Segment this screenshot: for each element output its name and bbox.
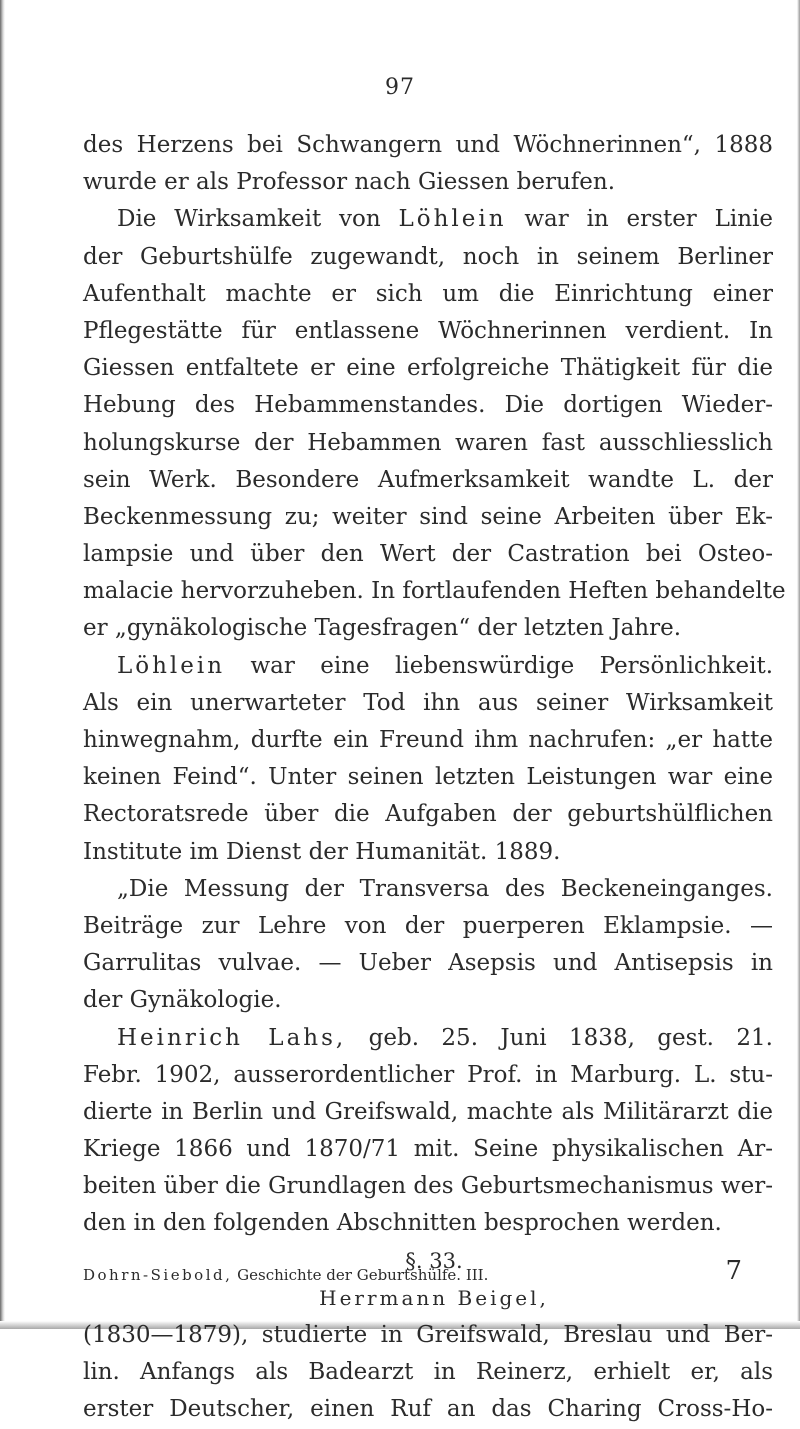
text-run: war eine liebenswürdige Persönlichkeit. [250,652,774,679]
text-line: lampsie und über den Wert der Castration bei Osteo- [83,541,773,568]
text-line: Kriege 1866 und 1870/71 mit. Seine physikalischen Ar- [83,1136,773,1163]
text-line: Garrulitas vulvae. — Ueber Asepsis und Antisepsis in [83,950,773,977]
text-line: Aufenthalt machte er sich um die Einrichtung einer [83,280,773,307]
text-line: Giessen entfaltete er eine erfolgreiche Thätigkeit für die [83,355,773,382]
text-line: malacie hervorzuheben. In fortlaufenden Heften behandelte [83,578,786,605]
person-name: Heinrich Lahs, [117,1024,347,1051]
text-line: wurde er als Professor nach Giessen berufen. [83,169,616,196]
page-edge-left [0,0,5,1329]
text-line: der Gynäkologie. [83,987,282,1014]
text-line: (1830—1879), studierte in Greifswald, Breslau und Ber- [83,1322,773,1348]
text-line: der Geburtshülfe zugewandt, noch in seinem Berliner [83,243,773,270]
text-line: Rectoratsrede über die Aufgaben der geburtshülflichen [83,801,773,828]
section-number: §. 33. [405,1248,463,1273]
text-line: sein Werk. Besondere Aufmerksamkeit wandte L. der [83,466,773,493]
text-line: er „gynäkologische Tagesfragen“ der letzten Jahre. [83,615,682,642]
text-line: den in den folgenden Abschnitten besprochen werden. [83,1210,722,1237]
text-line: Institute im Dienst der Humanität. 1889. [83,838,561,865]
text-line: keinen Feind“. Unter seinen letzten Leistungen war eine [83,764,773,791]
page-footer [83,1262,743,1288]
text-line: Febr. 1902, ausserordentlicher Prof. in Marburg. L. stu- [83,1061,773,1088]
footer-title: Geschichte der Geburtshülfe. III. [237,1266,489,1284]
page-number: 97 [385,75,415,100]
signature-mark: 7 [725,1256,742,1286]
footer-authors: Dohrn-Siebold, [83,1266,233,1284]
text-line: Hebung des Hebammenstandes. Die dortigen Wieder- [83,392,773,419]
text-line: „Die Messung der Transversa des Beckeneinganges. [117,875,773,902]
text-line: hinwegnahm, durfte ein Freund ihm nachrufen: „er hatte [83,727,773,753]
text-line: lin. Anfangs als Badearzt in Reinerz, erhielt er, als [83,1359,773,1386]
body-text [83,127,786,1429]
text-run: Die Wirksamkeit von [117,206,381,233]
section-heading: Herrmann Beigel, [319,1285,549,1310]
person-name: Löhlein [117,652,226,679]
text-line: holungskurse der Hebammen waren fast ausschliesslich [83,429,773,456]
text-line: Beckenmessung zu; weiter sind seine Arbeiten über Ek- [83,503,773,530]
text-line: des Herzens bei Schwangern und Wöchnerinnen“, 1888 [83,132,773,158]
text-line: Als ein unerwarteter Tod ihn aus seiner Wirksamkeit [83,689,773,716]
text-line: erster Deutscher, einen Ruf an das Charing Cross-Ho- [83,1396,773,1423]
text-line: beiten über die Grundlagen des Geburtsmechanismus wer- [83,1173,773,1200]
text-run: geb. 25. Juni 1838, gest. 21. [368,1024,773,1051]
text-line: dierte in Berlin und Greifswald, machte als Militärarzt die [83,1098,773,1125]
person-name: Löhlein [398,206,507,233]
text-line [83,201,773,238]
text-line: Beiträge zur Lehre von der puerperen Eklampsie. — [83,912,773,939]
text-line [83,1020,773,1057]
text-line: Pflegestätte für entlassene Wöchnerinnen verdient. In [83,317,773,344]
text-line [83,648,773,685]
text-run: war in erster Linie [524,206,774,233]
